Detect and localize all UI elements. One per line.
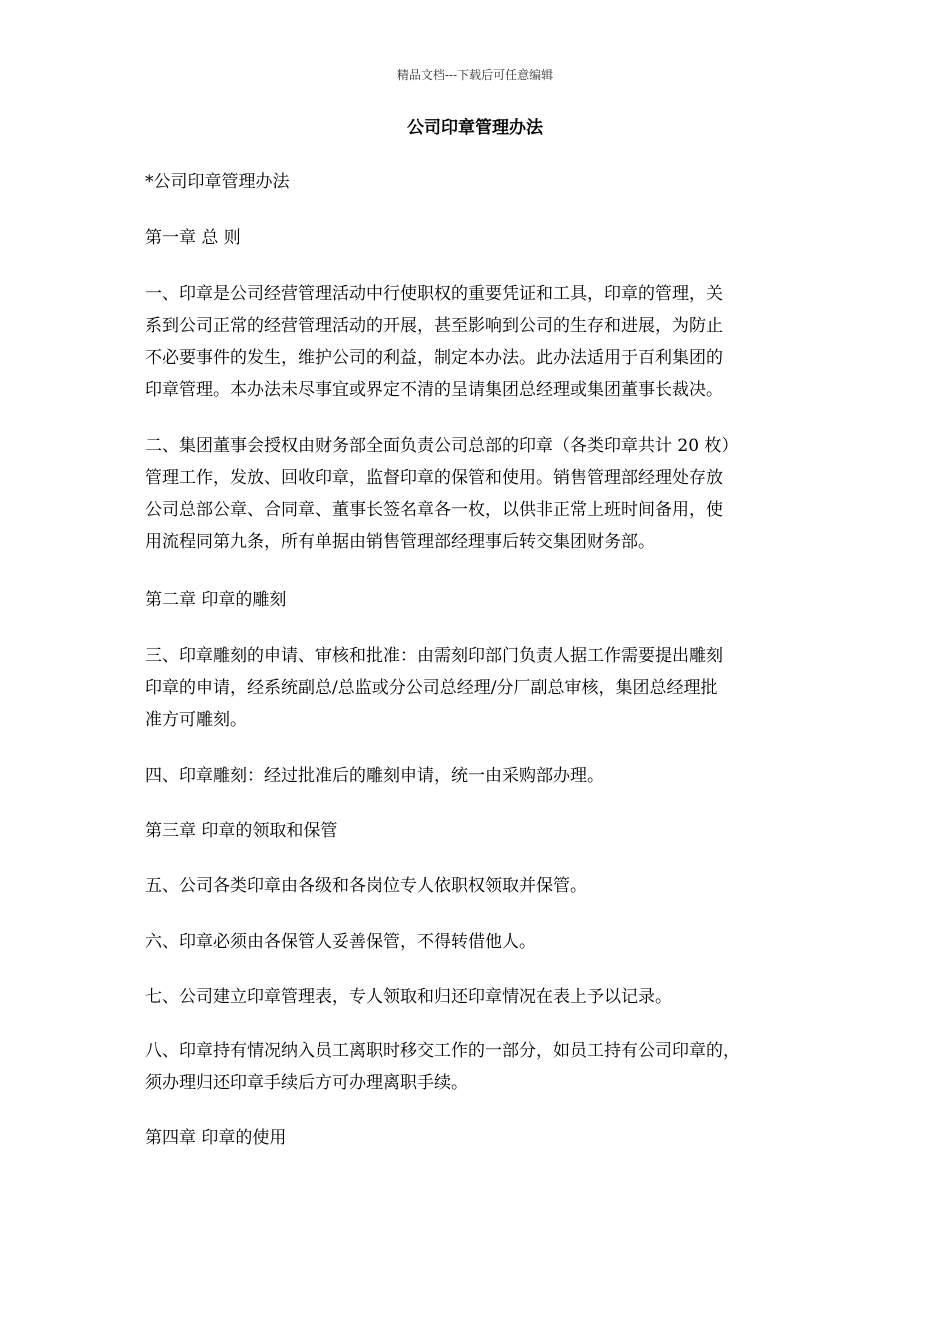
document-title: 公司印章管理办法 (407, 118, 543, 138)
paragraph-line: 印章的申请，经系统副总/总监或分公司总经理/分厂副总审核，集团总经理批 (145, 678, 718, 698)
paragraph-line: 用流程同第九条，所有单据由销售管理部经理事后转交集团财务部。 (145, 532, 655, 552)
paragraph-line: 须办理归还印章手续后方可办理离职手续。 (145, 1073, 468, 1093)
paragraph-line: 公司总部公章、合同章、董事长签名章各一枚，以供非正常上班时间备用，使 (145, 500, 723, 520)
paragraph-line: 印章管理。本办法未尽事宜或界定不清的呈请集团总经理或集团董事长裁决。 (145, 380, 723, 400)
paragraph-line: 二、集团董事会授权由财务部全面负责公司总部的印章（各类印章共计 20 枚） (145, 436, 739, 456)
paragraph-item-2 (145, 430, 810, 558)
chapter-heading-2: 第二章 印章的雕刻 (145, 590, 287, 610)
document-subtitle: *公司印章管理办法 (145, 172, 290, 192)
paragraph-line: 系到公司正常的经营管理活动的开展，甚至影响到公司的生存和进展，为防止 (145, 316, 723, 336)
chapter-heading-3: 第三章 印章的领取和保管 (145, 821, 338, 841)
paragraph-item-4: 四、印章雕刻：经过批准后的雕刻申请，统一由采购部办理。 (145, 766, 604, 786)
paragraph-line: 不必要事件的发生，维护公司的利益，制定本办法。此办法适用于百利集团的 (145, 348, 723, 368)
paragraph-item-3 (145, 640, 810, 736)
chapter-heading-1: 第一章 总 则 (145, 228, 241, 248)
paragraph-item-7: 七、公司建立印章管理表，专人领取和归还印章情况在表上予以记录。 (145, 987, 672, 1007)
paragraph-item-5: 五、公司各类印章由各级和各岗位专人依职权领取并保管。 (145, 876, 587, 896)
paragraph-line: 八、印章持有情况纳入员工离职时移交工作的一部分，如员工持有公司印章的， (145, 1041, 740, 1061)
paragraph-item-1 (145, 278, 810, 406)
paragraph-line: 准方可雕刻。 (145, 710, 247, 730)
paragraph-line: 管理工作，发放、回收印章，监督印章的保管和使用。销售管理部经理处存放 (145, 468, 723, 488)
paragraph-item-6: 六、印章必须由各保管人妥善保管，不得转借他人。 (145, 932, 536, 952)
chapter-heading-4: 第四章 印章的使用 (145, 1128, 287, 1148)
paragraph-item-8 (145, 1035, 810, 1099)
paragraph-line: 三、印章雕刻的申请、审核和批准：由需刻印部门负责人据工作需要提出雕刻 (145, 646, 723, 666)
header-note: 精品文档---下载后可任意编辑 (396, 68, 554, 82)
paragraph-line: 一、印章是公司经营管理活动中行使职权的重要凭证和工具，印章的管理，关 (145, 284, 723, 304)
